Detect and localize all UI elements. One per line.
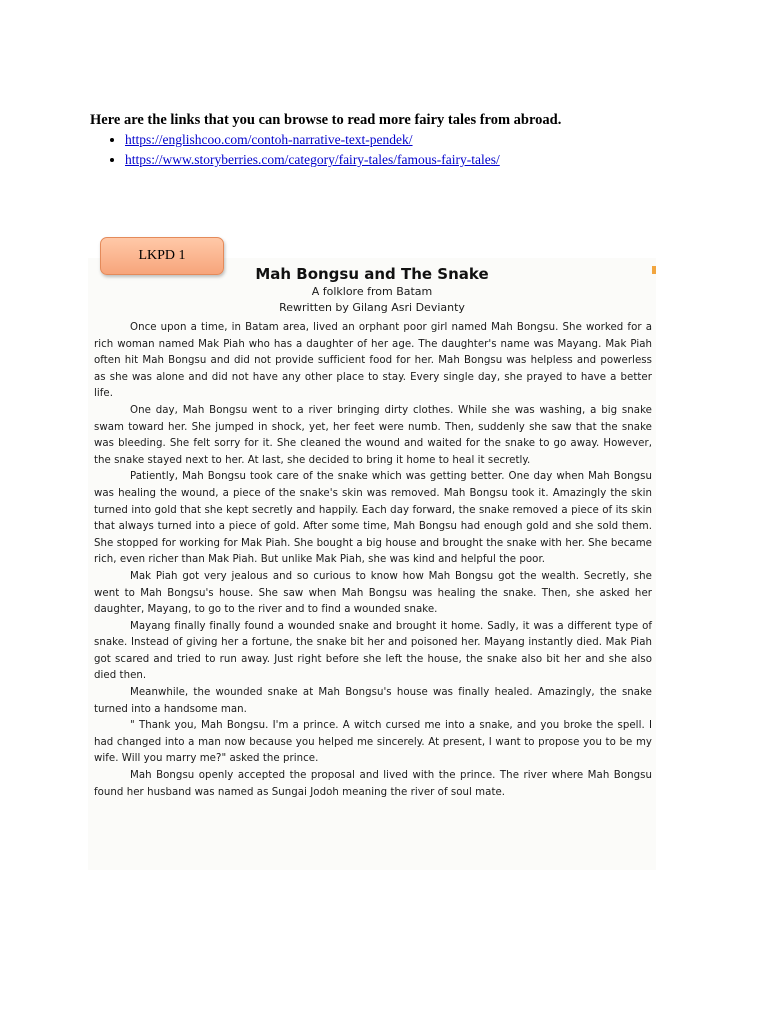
list-item: [125, 130, 765, 150]
story-paragraph: " Thank you, Mah Bongsu. I'm a prince. A witch cursed me into a snake, and you broke the spell. I had changed into a man now because you helped me sincerely. At present, I want to propose you to be my wife. Will you marry me?" asked the prince.: [94, 720, 652, 765]
story-paragraph: One day, Mah Bongsu went to a river bringing dirty clothes. While she was washing, a big snake swam toward her. She jumped in shock, yet, her feet were numb. Then, suddenly she saw that the snake was bleeding. She felt sorry for it. She cleaned the wound and waited for the snake to go away. However, the snake stayed next to her. At last, she decided to bring it home to heal it secretly.: [94, 404, 652, 466]
story-author: Rewritten by Gilang Asri Devianty: [279, 301, 465, 314]
story-paragraph: Meanwhile, the wounded snake at Mah Bongsu's house was finally healed. Amazingly, the snake turned into a handsome man.: [94, 687, 652, 715]
list-item: [125, 150, 765, 170]
story-paragraph: Patiently, Mah Bongsu took care of the snake which was getting better. One day when Mah Bongsu was healing the wound, a piece of the snake's skin was removed. Mah Bongsu took it. Amazingly the skin turned into gold that she kept secretly and happily. Each day forward, the snake removed a piece of its skin that always turned into a piece of gold. After some time, Mah Bongsu had enough gold and she sold them. She stopped for working for Mak Piah. She bought a big house and brought the snake with her. She became rich, even richer than Mak Piah. But unlike Mak Piah, she was kind and helpful the poor.: [94, 471, 652, 566]
links-list: [105, 130, 765, 170]
lkpd-badge: [100, 237, 224, 275]
link-storyberries[interactable]: https://www.storyberries.com/category/fairy-tales/famous-fairy-tales/: [125, 152, 500, 167]
story-title: Mah Bongsu and The Snake: [255, 265, 489, 283]
story-image: [88, 258, 656, 870]
corner-mark: [652, 266, 656, 274]
story-paragraph: Mak Piah got very jealous and so curious to know how Mah Bongsu got the wealth. Secretly, she went to Mah Bongsu's house. She saw when Mah Bongsu was healing the snake. Then, she asked her daughter, Mayang, to go to the river and to find a wounded snake.: [94, 570, 652, 616]
link-englishcoo[interactable]: https://englishcoo.com/contoh-narrative-text-pendek/: [125, 132, 413, 147]
story-paragraph: Once upon a time, in Batam area, lived an orphant poor girl named Mah Bongsu. She worked for a rich woman named Mak Piah who has a daughter of her age. The daughter's name was Mayang. Mak Piah often hit Mah Bongsu and did not provide sufficient food for her. Mah Bongsu was helpless and powerless as she was alone and did not have any other place to stay. Every single day, she prayed to have a better life.: [94, 322, 652, 400]
story-paragraph: Mayang finally finally found a wounded snake and brought it home. Sadly, it was a different type of snake. Instead of giving her a fortune, the snake bit her and poisoned her. Mayang instantly died. Mak Piah got scared and tried to run away. Just right before she left the house, the snake also bit her and she also died then.: [94, 620, 652, 682]
story-paragraph: Mah Bongsu openly accepted the proposal and lived with the prince. The river where Mah Bongsu found her husband was named as Sungai Jodoh meaning the river of soul mate.: [94, 770, 652, 798]
intro-text: Here are the links that you can browse to read more fairy tales from abroad.: [90, 112, 562, 128]
story-subtitle: A folklore from Batam: [311, 285, 433, 298]
lkpd-badge-label: LKPD 1: [138, 248, 186, 263]
story-body: [94, 320, 652, 801]
